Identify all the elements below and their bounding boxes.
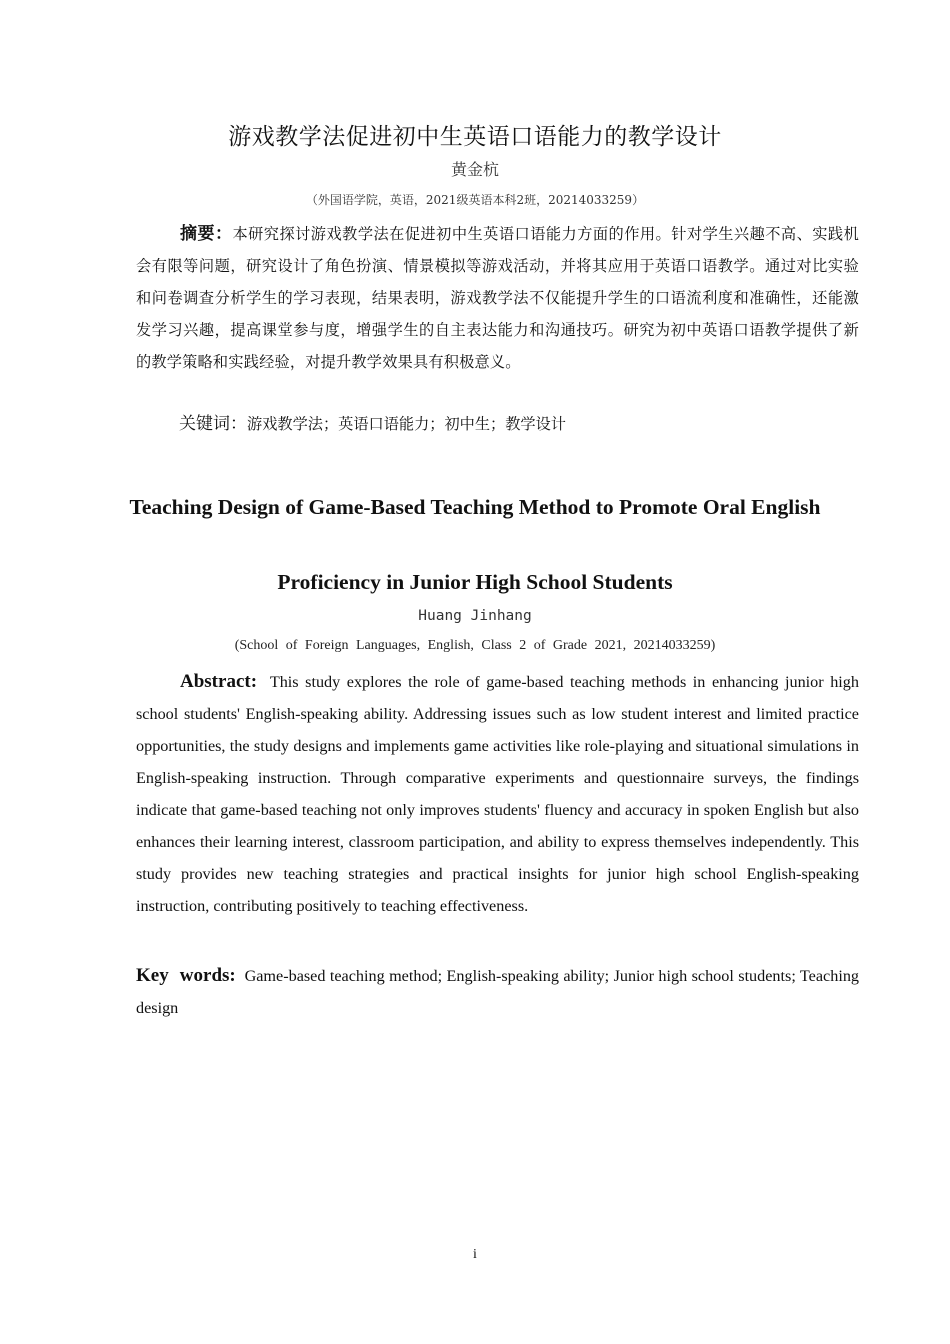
english-author: Huang Jinhang [418,608,532,624]
chinese-abstract-text: 本研究探讨游戏教学法在促进初中生英语口语能力方面的作用。针对学生兴趣不高、实践机会有限等问题，研究设计了角色扮演、情景模拟等游戏活动，并将其应用于英语口语教学。通过对比实验和问卷调查分析学生的学习表现，结果表明，游戏教学法不仅能提升学生的口语流利度和准确性，还能激发学习兴趣，提高课堂参与度，增强学生的自主表达能力和沟通技巧。研究为初中英语口语教学提供了新的教学策略和实践经验，对提升教学效果具有积极意义。 [136,225,859,371]
english-keywords-text: Game-based teaching method; English-speaking ability; Junior high school students; Teaching design [136,967,860,1017]
chinese-abstract [136,218,859,378]
chinese-keywords-text: 游戏教学法；英语口语能力；初中生；教学设计 [247,415,566,433]
chinese-author: 黄金杭 [450,160,499,179]
english-keywords-label: Key words: [136,965,236,986]
english-title-line1: Teaching Design of Game-Based Teaching Method to Promote Oral English [129,495,821,519]
english-affiliation: (School of Foreign Languages, English, Class 2 of Grade 2021, 20214033259) [234,638,716,653]
english-title-line2: Proficiency in Junior High School Students [277,570,673,594]
chinese-keywords-label: 关键词： [179,414,247,434]
chinese-keywords [136,408,859,440]
page-number: i [473,1247,477,1262]
english-title [0,470,950,620]
chinese-abstract-label: 摘要： [180,224,233,244]
english-abstract-text: This study explores the role of game-based teaching methods in enhancing junior high school students' English-speaking ability. Addressing issues such as low student interest and limited practice opportunities, the study designs and implements game activities like role-playing and situational simulations in English-speaking instruction. Through comparative experiments and questionnaire surveys, the findings indicate that game-based teaching not only improves students' fluency and accuracy in spoken English but also enhances their learning interest, classroom participation, and ability to express themselves independently. This study provides new teaching strategies and practical insights for junior high school English-speaking instruction, contributing positively to teaching effectiveness. [136,673,859,915]
english-abstract-label: Abstract: [180,671,258,692]
chinese-title: 游戏教学法促进初中生英语口语能力的教学设计 [228,124,722,150]
chinese-affiliation: （外国语学院，英语，2021级英语本科2班，20214033259） [305,193,645,207]
english-keywords [136,960,859,1024]
english-abstract [136,666,859,922]
